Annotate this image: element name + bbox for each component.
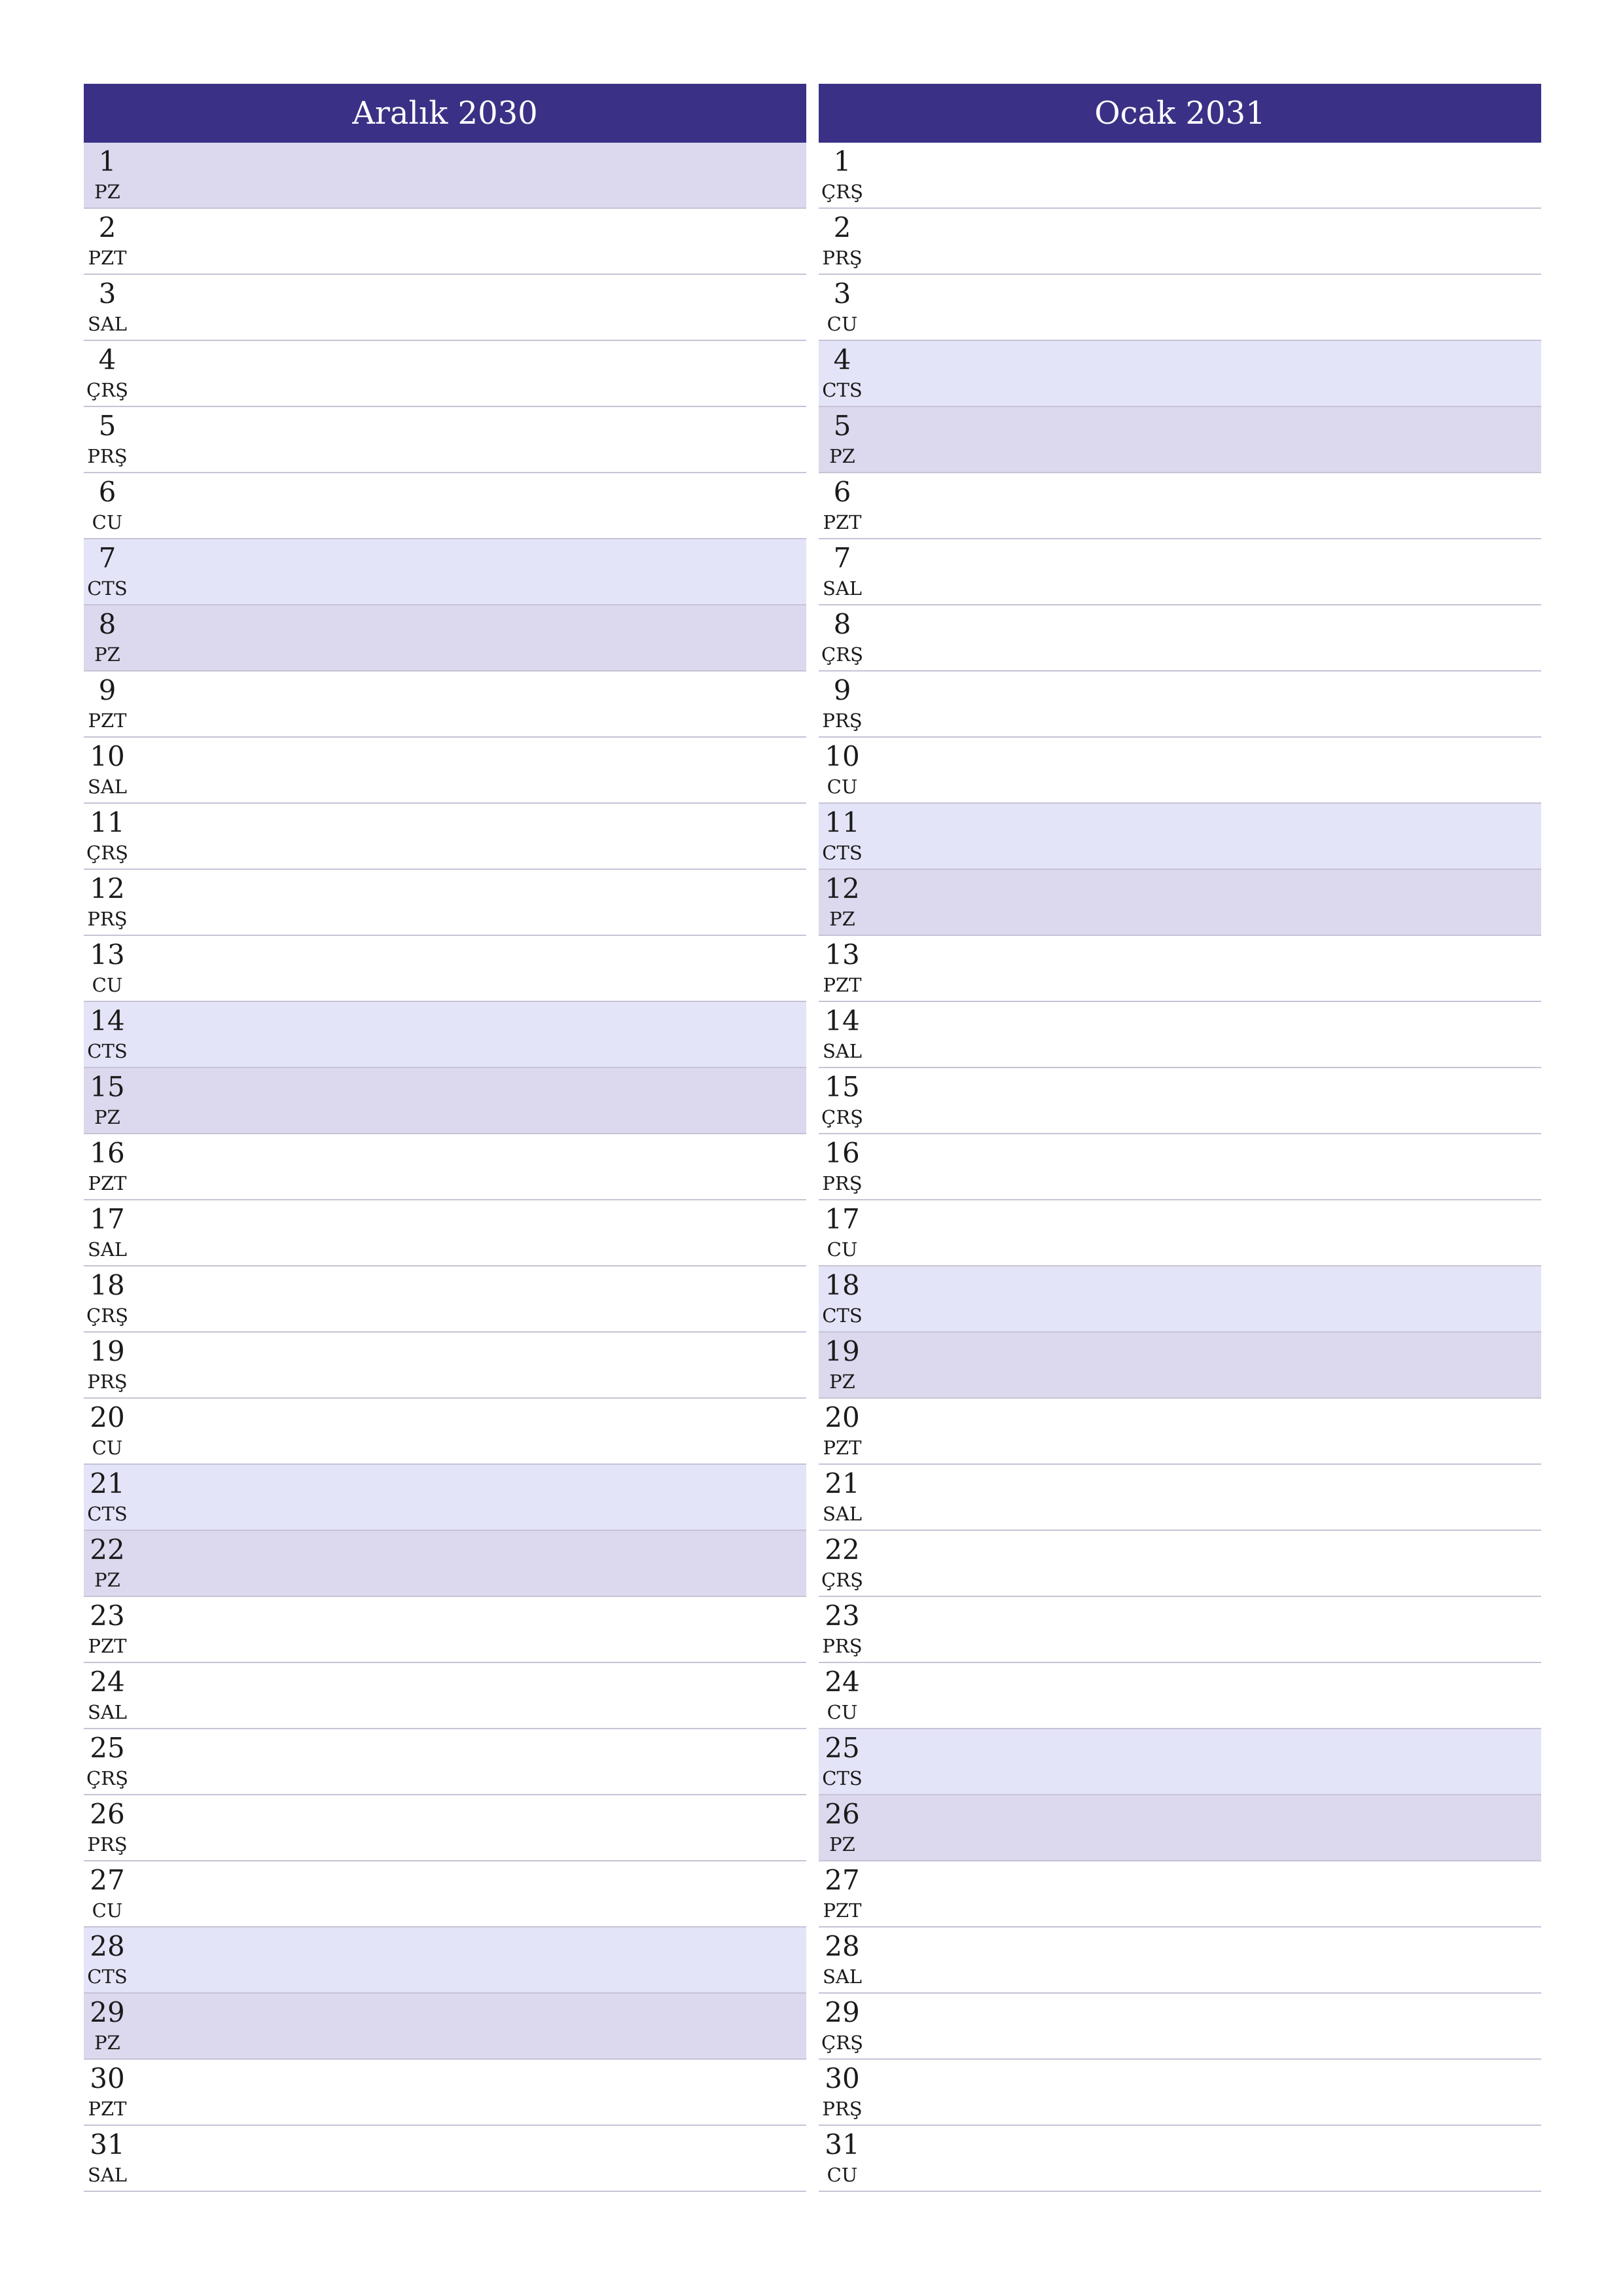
- day-number: 29: [90, 1996, 125, 2028]
- day-name: ÇRŞ: [821, 181, 863, 203]
- day-name: PZT: [823, 1437, 862, 1459]
- day-row[interactable]: [819, 407, 1541, 473]
- day-row[interactable]: [819, 605, 1541, 672]
- day-name: ÇRŞ: [821, 1569, 863, 1591]
- day-name: PZ: [94, 1106, 120, 1128]
- day-name: CTS: [822, 379, 863, 401]
- day-number: 10: [825, 740, 860, 772]
- month-header: Aralık 2030: [84, 84, 806, 143]
- day-number: 21: [825, 1467, 860, 1499]
- day-name: SAL: [822, 1040, 863, 1062]
- day-name: SAL: [87, 1238, 128, 1261]
- day-number: 21: [90, 1467, 125, 1499]
- day-row[interactable]: [819, 738, 1541, 804]
- day-number: 25: [90, 1732, 125, 1764]
- day-number: 9: [833, 674, 851, 706]
- day-number: 28: [90, 1930, 125, 1962]
- day-name: PRŞ: [822, 2098, 863, 2120]
- month-column-december: [84, 84, 806, 2192]
- day-list: [84, 143, 806, 2192]
- day-row[interactable]: [819, 1531, 1541, 1597]
- day-row[interactable]: [84, 1002, 806, 1068]
- day-number: 7: [98, 542, 116, 574]
- day-number: 15: [90, 1071, 125, 1103]
- day-number: 4: [98, 344, 116, 376]
- day-row[interactable]: [84, 1663, 806, 1729]
- day-row[interactable]: [84, 1597, 806, 1663]
- day-number: 3: [98, 278, 116, 310]
- day-number: 1: [98, 145, 116, 177]
- day-number: 26: [825, 1798, 860, 1830]
- day-row[interactable]: [84, 1729, 806, 1795]
- day-row[interactable]: [84, 870, 806, 936]
- day-row[interactable]: [819, 1729, 1541, 1795]
- day-name: ÇRŞ: [86, 1767, 128, 1789]
- day-name: CU: [827, 2164, 858, 2186]
- day-name: SAL: [87, 776, 128, 798]
- day-row[interactable]: [84, 1266, 806, 1333]
- day-row[interactable]: [819, 1994, 1541, 2060]
- day-row[interactable]: [819, 209, 1541, 275]
- day-name: CU: [92, 974, 123, 996]
- day-row[interactable]: [819, 473, 1541, 539]
- day-row[interactable]: [84, 1200, 806, 1266]
- day-number: 18: [90, 1269, 125, 1301]
- day-name: PZ: [94, 181, 120, 203]
- day-number: 11: [825, 806, 860, 838]
- day-name: CTS: [822, 1767, 863, 1789]
- day-row[interactable]: [84, 473, 806, 539]
- day-number: 13: [90, 939, 125, 971]
- day-name: CTS: [87, 577, 128, 600]
- day-row[interactable]: [819, 1399, 1541, 1465]
- day-number: 12: [90, 872, 125, 905]
- day-name: CTS: [87, 1503, 128, 1525]
- day-row[interactable]: [819, 1663, 1541, 1729]
- day-row[interactable]: [819, 2126, 1541, 2192]
- day-name: PZT: [88, 1172, 127, 1194]
- day-row[interactable]: [819, 1266, 1541, 1333]
- day-row[interactable]: [84, 1795, 806, 1861]
- day-number: 30: [90, 2062, 125, 2094]
- day-row[interactable]: [84, 1134, 806, 1200]
- day-name: CU: [827, 776, 858, 798]
- day-row[interactable]: [84, 143, 806, 209]
- day-number: 12: [825, 872, 860, 905]
- day-number: 17: [825, 1203, 860, 1235]
- day-row[interactable]: [84, 275, 806, 341]
- day-name: PZ: [94, 2032, 120, 2054]
- day-row[interactable]: [819, 275, 1541, 341]
- day-number: 16: [90, 1137, 125, 1169]
- day-name: PRŞ: [822, 709, 863, 732]
- day-number: 31: [825, 2128, 860, 2161]
- day-number: 1: [833, 145, 851, 177]
- day-list: [819, 143, 1541, 2192]
- day-row[interactable]: [819, 1861, 1541, 1928]
- day-row[interactable]: [819, 672, 1541, 738]
- day-number: 22: [825, 1534, 860, 1566]
- day-name: PRŞ: [822, 247, 863, 269]
- day-number: 31: [90, 2128, 125, 2161]
- day-row[interactable]: [84, 407, 806, 473]
- day-number: 2: [833, 211, 851, 243]
- day-row[interactable]: [84, 1928, 806, 1994]
- day-name: CTS: [822, 1304, 863, 1327]
- day-row[interactable]: [84, 1994, 806, 2060]
- day-name: ÇRŞ: [86, 842, 128, 864]
- day-row[interactable]: [819, 2060, 1541, 2126]
- day-number: 14: [825, 1005, 860, 1037]
- day-name: PRŞ: [87, 445, 128, 467]
- day-number: 3: [833, 278, 851, 310]
- day-number: 27: [825, 1864, 860, 1896]
- day-name: SAL: [822, 577, 863, 600]
- day-name: ÇRŞ: [821, 1106, 863, 1128]
- day-number: 25: [825, 1732, 860, 1764]
- day-name: CU: [92, 1437, 123, 1459]
- day-row[interactable]: [84, 672, 806, 738]
- day-name: ÇRŞ: [821, 2032, 863, 2054]
- day-number: 15: [825, 1071, 860, 1103]
- day-name: PZT: [823, 511, 862, 533]
- day-number: 13: [825, 939, 860, 971]
- day-row[interactable]: [84, 936, 806, 1002]
- day-name: PRŞ: [87, 1371, 128, 1393]
- day-number: 5: [98, 410, 116, 442]
- day-number: 22: [90, 1534, 125, 1566]
- day-row[interactable]: [819, 1002, 1541, 1068]
- day-number: 7: [833, 542, 851, 574]
- day-number: 29: [825, 1996, 860, 2028]
- day-row[interactable]: [84, 804, 806, 870]
- day-name: ÇRŞ: [86, 1304, 128, 1327]
- day-number: 23: [825, 1600, 860, 1632]
- day-name: CU: [827, 1238, 858, 1261]
- day-number: 28: [825, 1930, 860, 1962]
- day-name: PZT: [88, 709, 127, 732]
- day-name: CTS: [87, 1040, 128, 1062]
- day-row[interactable]: [819, 1597, 1541, 1663]
- day-row[interactable]: [819, 1200, 1541, 1266]
- day-number: 26: [90, 1798, 125, 1830]
- day-number: 9: [98, 674, 116, 706]
- day-name: CTS: [822, 842, 863, 864]
- day-number: 30: [825, 2062, 860, 2094]
- day-number: 27: [90, 1864, 125, 1896]
- month-column-january: [819, 84, 1541, 2192]
- day-name: SAL: [822, 1503, 863, 1525]
- day-name: SAL: [87, 2164, 128, 2186]
- day-name: ÇRŞ: [821, 643, 863, 666]
- day-name: PZ: [829, 1371, 855, 1393]
- day-row[interactable]: [84, 1861, 806, 1928]
- day-row[interactable]: [819, 936, 1541, 1002]
- day-number: 11: [90, 806, 125, 838]
- day-row[interactable]: [819, 1134, 1541, 1200]
- day-row[interactable]: [819, 804, 1541, 870]
- day-row[interactable]: [84, 209, 806, 275]
- day-name: SAL: [87, 313, 128, 335]
- day-row[interactable]: [819, 1795, 1541, 1861]
- day-row[interactable]: [84, 341, 806, 407]
- day-number: 8: [833, 608, 851, 640]
- day-name: PZ: [94, 1569, 120, 1591]
- day-row[interactable]: [84, 2126, 806, 2192]
- day-number: 4: [833, 344, 851, 376]
- day-number: 16: [825, 1137, 860, 1169]
- day-name: PZ: [829, 1833, 855, 1856]
- day-number: 18: [825, 1269, 860, 1301]
- day-name: PZ: [829, 445, 855, 467]
- day-row[interactable]: [819, 143, 1541, 209]
- day-row[interactable]: [84, 605, 806, 672]
- day-number: 6: [833, 476, 851, 508]
- day-name: PRŞ: [822, 1635, 863, 1657]
- day-name: SAL: [87, 1701, 128, 1723]
- day-name: CU: [92, 511, 123, 533]
- day-row[interactable]: [84, 539, 806, 605]
- day-row[interactable]: [84, 1068, 806, 1134]
- day-name: PZT: [88, 247, 127, 269]
- day-row[interactable]: [819, 1928, 1541, 1994]
- day-name: PZ: [94, 643, 120, 666]
- day-name: CU: [827, 313, 858, 335]
- day-number: 23: [90, 1600, 125, 1632]
- day-row[interactable]: [819, 1465, 1541, 1531]
- day-name: CU: [92, 1899, 123, 1922]
- day-row[interactable]: [84, 1531, 806, 1597]
- day-row[interactable]: [84, 2060, 806, 2126]
- day-row[interactable]: [84, 738, 806, 804]
- day-number: 6: [98, 476, 116, 508]
- day-number: 17: [90, 1203, 125, 1235]
- day-row[interactable]: [84, 1399, 806, 1465]
- day-name: PRŞ: [87, 908, 128, 930]
- day-name: SAL: [822, 1965, 863, 1988]
- day-name: ÇRŞ: [86, 379, 128, 401]
- day-name: PZT: [88, 2098, 127, 2120]
- day-name: PZ: [829, 908, 855, 930]
- day-number: 8: [98, 608, 116, 640]
- day-row[interactable]: [819, 1333, 1541, 1399]
- day-number: 20: [825, 1401, 860, 1433]
- day-name: PZT: [88, 1635, 127, 1657]
- day-number: 14: [90, 1005, 125, 1037]
- day-number: 24: [90, 1666, 125, 1698]
- day-number: 5: [833, 410, 851, 442]
- day-number: 10: [90, 740, 125, 772]
- day-name: PRŞ: [87, 1833, 128, 1856]
- day-row[interactable]: [84, 1333, 806, 1399]
- day-row[interactable]: [819, 539, 1541, 605]
- day-number: 20: [90, 1401, 125, 1433]
- day-name: CU: [827, 1701, 858, 1723]
- day-row[interactable]: [84, 1465, 806, 1531]
- day-number: 24: [825, 1666, 860, 1698]
- day-name: CTS: [87, 1965, 128, 1988]
- day-row[interactable]: [819, 341, 1541, 407]
- day-name: PRŞ: [822, 1172, 863, 1194]
- day-name: PZT: [823, 1899, 862, 1922]
- day-number: 19: [825, 1335, 860, 1367]
- day-name: PZT: [823, 974, 862, 996]
- month-header: Ocak 2031: [819, 84, 1541, 143]
- day-number: 19: [90, 1335, 125, 1367]
- day-row[interactable]: [819, 1068, 1541, 1134]
- day-number: 2: [98, 211, 116, 243]
- day-row[interactable]: [819, 870, 1541, 936]
